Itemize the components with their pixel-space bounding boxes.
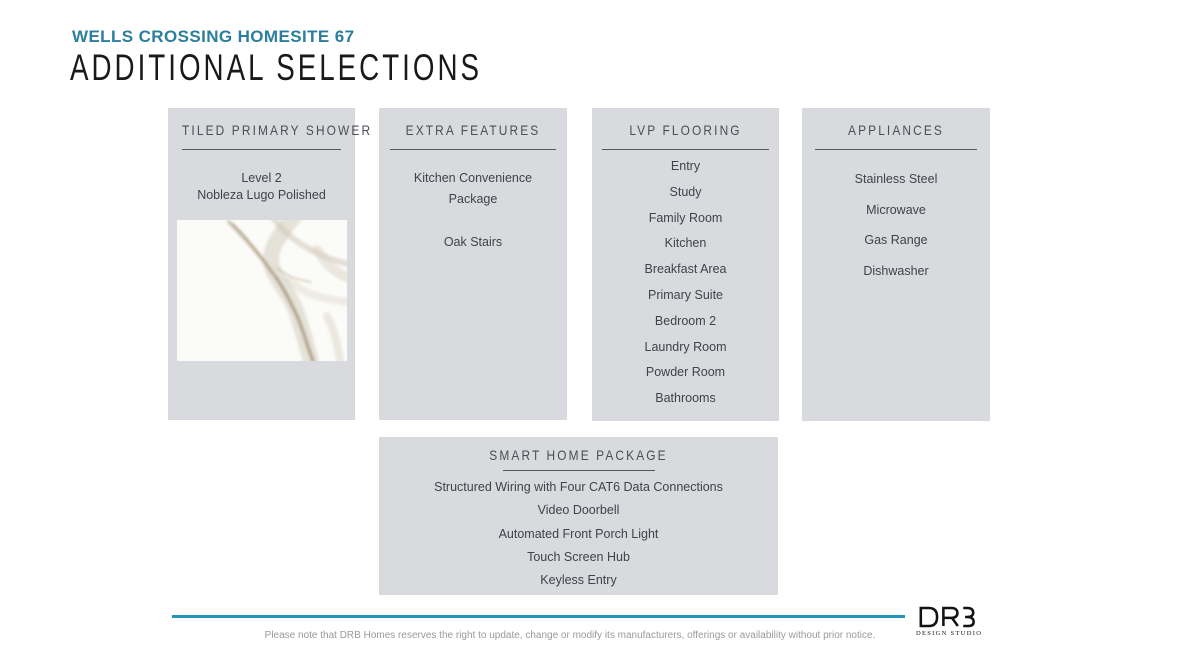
- panel-extra-features: [379, 108, 567, 420]
- footer-disclaimer: Please note that DRB Homes reserves the right to update, change or modify its manufacturers, offerings or availability without prior notice.: [264, 630, 876, 641]
- flooring-list: [592, 159, 779, 405]
- smart-home-list: [379, 480, 778, 587]
- header-underline: [390, 149, 556, 150]
- list-item: Keyless Entry: [540, 573, 617, 588]
- drb-design-studio-logo: [916, 606, 983, 637]
- logo-subtext: DESIGN STUDIO: [916, 630, 983, 637]
- header-underline: [815, 149, 977, 150]
- list-item: Entry: [670, 159, 701, 173]
- list-item: Kitchen: [664, 236, 707, 251]
- page-title: ADDITIONAL SELECTIONS: [70, 47, 483, 88]
- panel-lvp-flooring: [592, 108, 779, 421]
- panel-header: APPLIANCES: [848, 122, 944, 138]
- appliances-list: [802, 172, 990, 278]
- list-item: Powder Room: [645, 365, 726, 380]
- list-item: Microwave: [866, 202, 926, 217]
- list-item: Breakfast Area: [644, 262, 727, 277]
- list-item: Dishwasher: [863, 263, 929, 278]
- list-item: Structured Wiring with Four CAT6 Data Connections: [434, 480, 723, 494]
- list-item: Stainless Steel: [854, 172, 938, 186]
- list-item: Bathrooms: [655, 391, 716, 406]
- footer-divider-line: [172, 615, 905, 618]
- list-item: Touch Screen Hub: [527, 549, 630, 564]
- project-subtitle: WELLS CROSSING HOMESITE 67: [72, 27, 355, 46]
- list-item: Study: [669, 184, 702, 199]
- panel-header: EXTRA FEATURES: [405, 122, 541, 138]
- panel-smart-home-package: [379, 437, 778, 595]
- header-underline: [182, 149, 341, 150]
- list-item: Automated Front Porch Light: [498, 526, 659, 541]
- drb-logo-icon: [919, 606, 975, 628]
- list-item: Bedroom 2: [654, 313, 717, 328]
- selection-level: Level 2: [241, 171, 282, 185]
- marble-tile-image: [177, 220, 347, 361]
- selection-product: Nobleza Lugo Polished: [197, 188, 326, 202]
- list-item: Family Room: [648, 210, 723, 225]
- panel-header: SMART HOME PACKAGE: [489, 447, 668, 463]
- panel-appliances: [802, 108, 990, 421]
- list-item: Oak Stairs: [443, 235, 503, 249]
- list-item: Gas Range: [864, 233, 928, 247]
- list-item: Video Doorbell: [537, 503, 620, 518]
- list-item: Primary Suite: [647, 287, 724, 302]
- header-underline: [503, 470, 655, 471]
- list-item: Laundry Room: [644, 339, 727, 354]
- header-underline: [602, 149, 769, 150]
- list-item: Kitchen Convenience Package: [413, 171, 533, 206]
- panel-header: TILED PRIMARY SHOWER: [182, 122, 373, 138]
- panel-tiled-primary-shower: [168, 108, 373, 420]
- panel-header: LVP FLOORING: [629, 122, 742, 138]
